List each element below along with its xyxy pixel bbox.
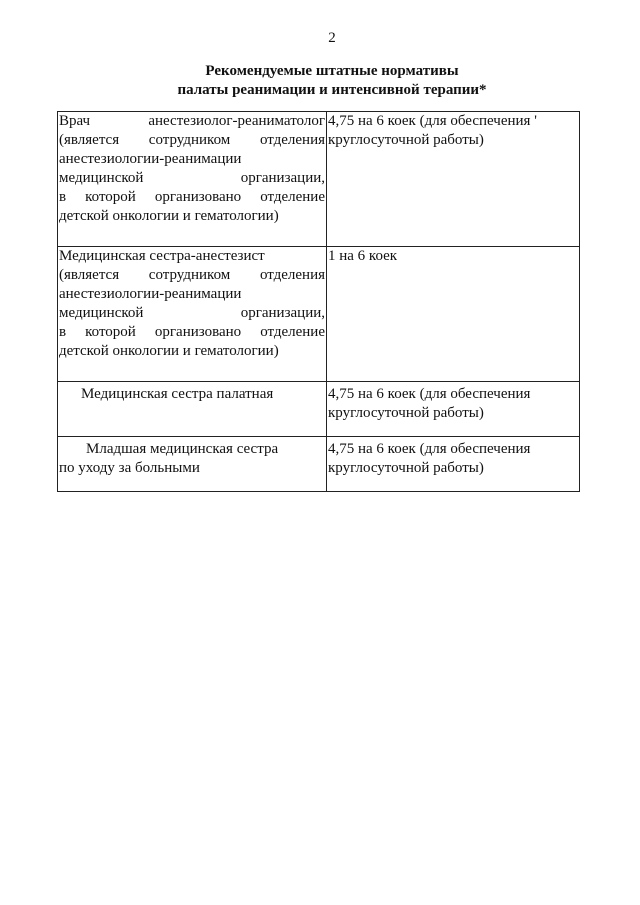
position-line: детской онкологии и гематологии) [59, 343, 279, 359]
page-number: 2 [328, 30, 336, 46]
norm-line: 4,75 на 6 коек (для обеспечения [328, 441, 531, 457]
position-line: медицинской организации, [59, 170, 325, 186]
position-line: (является сотрудником отделения [59, 267, 325, 283]
norm-line: круглосуточной работы) [328, 132, 484, 148]
position-line: Младшая медицинская сестра [86, 441, 279, 457]
norm-line: 4,75 на 6 коек (для обеспечения [328, 386, 531, 402]
title-line-1: Рекомендуемые штатные нормативы [205, 63, 459, 79]
position-line: Медицинская сестра палатная [81, 386, 274, 402]
position-line: Медицинская сестра-анестезист [59, 248, 265, 264]
position-cell [58, 382, 327, 437]
position-line: медицинской организации, [59, 305, 325, 321]
document-title [0, 62, 640, 100]
position-line: в которой организовано отделение [59, 189, 325, 205]
position-line: по уходу за больными [59, 460, 200, 476]
table-row [58, 247, 580, 382]
position-line: Врач анестезиолог-реаниматолог [59, 113, 325, 129]
norm-line: круглосуточной работы) [328, 405, 484, 421]
position-line: анестезиологии-реанимации [59, 151, 242, 167]
position-line: (является сотрудником отделения [59, 132, 325, 148]
position-cell [58, 247, 327, 382]
norm-line: круглосуточной работы) [328, 460, 484, 476]
norm-cell [327, 382, 580, 437]
norm-cell [327, 247, 580, 382]
table-row [58, 382, 580, 437]
position-cell [58, 437, 327, 492]
norm-cell [327, 437, 580, 492]
table-row [58, 112, 580, 247]
table-row [58, 437, 580, 492]
position-line: в которой организовано отделение [59, 324, 325, 340]
position-cell [58, 112, 327, 247]
staffing-norms-table [57, 111, 580, 492]
position-line: детской онкологии и гематологии) [59, 208, 279, 224]
norm-line: 1 на 6 коек [328, 248, 398, 264]
position-line: анестезиологии-реанимации [59, 286, 242, 302]
norm-line: 4,75 на 6 коек (для обеспечения ' [328, 113, 537, 129]
title-line-2: палаты реанимации и интенсивной терапии* [177, 82, 487, 98]
norm-cell [327, 112, 580, 247]
